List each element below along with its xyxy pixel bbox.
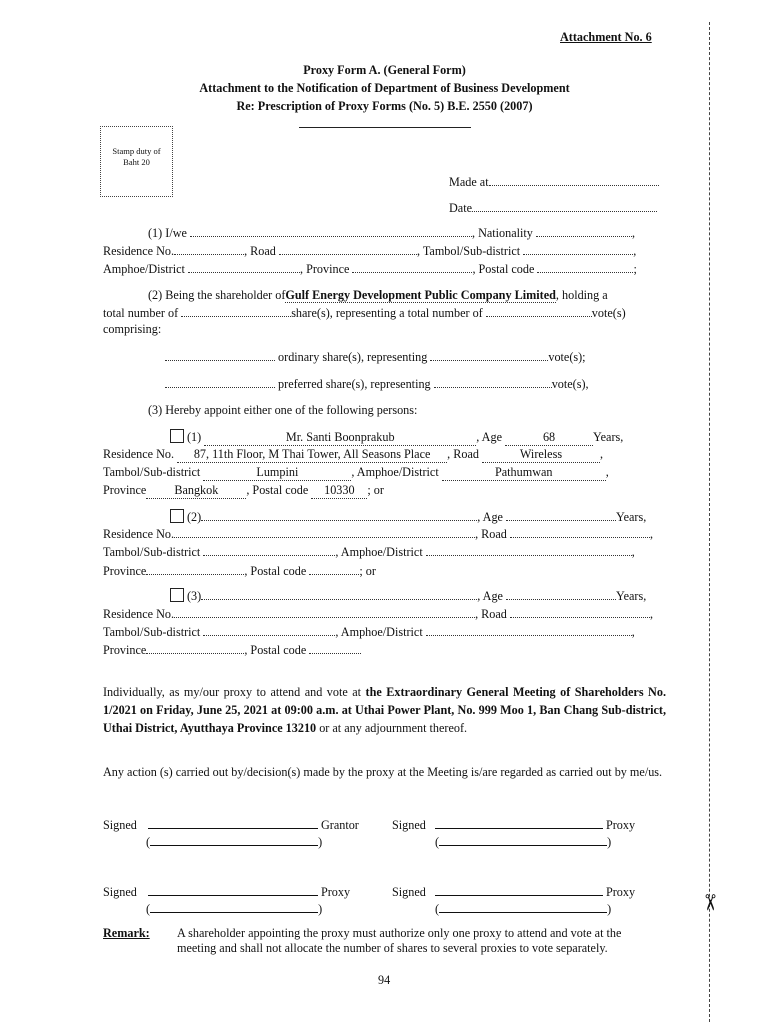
proxy1-road[interactable]: Wireless: [482, 447, 600, 463]
years-label: Years,: [593, 430, 624, 444]
any-action-paragraph: Any action (s) carried out by/decision(s) made by the proxy at the Meeting is/are regarded as carried out by me/us.: [103, 765, 663, 779]
comma: ,: [631, 625, 635, 639]
or-label: ; or: [359, 564, 376, 578]
remark-text-1: A shareholder appointing the proxy must authorize only one proxy to attend and vote at the: [177, 926, 622, 940]
preferred-shares-field[interactable]: [165, 376, 275, 388]
postal-field[interactable]: [537, 261, 633, 273]
proxy1-age[interactable]: 68: [505, 430, 593, 446]
residence-label: Residence No.: [103, 244, 175, 258]
nationality-field[interactable]: [536, 225, 632, 237]
ordinary-shares-field[interactable]: [165, 349, 275, 361]
proxy3-checkbox[interactable]: [170, 588, 184, 602]
ordinary-votes-field[interactable]: [430, 349, 548, 361]
proxy2-row3: [103, 544, 635, 560]
proxy2-tambol[interactable]: [203, 544, 335, 556]
individually-paragraph: [103, 683, 666, 737]
proxy1-row3: [103, 465, 609, 481]
proxy1-postal[interactable]: 10330: [311, 483, 367, 499]
cut-line: [709, 22, 710, 1022]
proxy-signature-row-b: [103, 883, 350, 900]
proxy2-row4: [103, 563, 376, 579]
made-at-field[interactable]: [489, 174, 659, 186]
total-label: total number of: [103, 306, 179, 320]
preferred-label: preferred share(s), representing: [278, 377, 431, 391]
proxy1-checkbox[interactable]: [170, 429, 184, 443]
tambol-label: Tambol/Sub-district: [103, 545, 201, 559]
close-paren: ): [318, 902, 323, 916]
proxy1-residence[interactable]: 87, 11th Floor, M Thai Tower, All Seasons Place: [177, 447, 447, 463]
proxy-name-row-b: [146, 900, 322, 917]
preferred-votes-label: vote(s),: [551, 377, 589, 391]
postal-label: , Postal code: [244, 564, 307, 578]
proxy-name-row-a: [435, 833, 611, 850]
amphoe-label: Amphoe/District: [103, 262, 185, 276]
proxy2-row1: [170, 509, 646, 525]
remark-text-2: meeting and shall not allocate the number of shares to several proxies to vote separately.: [177, 941, 608, 955]
proxy-label: Proxy: [605, 885, 636, 899]
individually-post: or at any adjournment thereof.: [316, 721, 468, 735]
proxy1-amphoe[interactable]: Pathumwan: [442, 465, 606, 481]
road-label: , Road: [475, 527, 507, 541]
page-number: 94: [378, 973, 391, 987]
sec2-row1: [148, 288, 608, 303]
proxy2-postal[interactable]: [309, 563, 359, 575]
proxy2-num: (2): [187, 510, 202, 524]
proxy3-name[interactable]: [201, 588, 477, 600]
ordinary-label: ordinary share(s), representing: [278, 350, 428, 364]
preferred-votes-field[interactable]: [434, 376, 552, 388]
signed-label: Signed: [103, 818, 137, 832]
iwe-field[interactable]: [190, 225, 472, 237]
age-label: , Age: [476, 430, 502, 444]
proxy2-row2: [103, 526, 653, 542]
made-at-row: [449, 174, 659, 190]
proxy-label: Proxy: [320, 885, 351, 899]
proxy3-num: (3): [187, 589, 202, 603]
province-label: Province: [103, 483, 147, 497]
total-votes-field[interactable]: [486, 305, 592, 317]
holding-label: , holding a: [555, 288, 608, 302]
comma: ,: [649, 527, 653, 541]
age-label: , Age: [477, 589, 503, 603]
stamp-text-1: Stamp duty of: [112, 146, 161, 156]
sec1-row3: [103, 261, 637, 277]
grantor-label: Grantor: [320, 818, 359, 832]
individually-pre: Individually, as my/our proxy to attend and vote at: [103, 685, 366, 699]
signed-label: Signed: [392, 818, 426, 832]
residence-field[interactable]: [174, 243, 244, 255]
proxy3-province[interactable]: [146, 642, 244, 654]
proxy-signature-field-a[interactable]: [435, 816, 603, 829]
proxy1-row4: [103, 483, 384, 499]
comma: ,: [631, 226, 635, 240]
proxy3-amphoe[interactable]: [426, 624, 632, 636]
ordinary-votes-label: vote(s);: [548, 350, 586, 364]
close-paren: ): [607, 835, 612, 849]
proxy3-row4: [103, 642, 361, 658]
postal-label: , Postal code: [472, 262, 535, 276]
sec3-intro: (3) Hereby appoint either one of the following persons:: [148, 403, 418, 417]
postal-label: , Postal code: [246, 483, 309, 497]
open-paren: (: [435, 835, 440, 849]
or-label: ; or: [367, 483, 384, 497]
open-paren: (: [146, 902, 151, 916]
proxy2-road[interactable]: [510, 526, 650, 538]
province-field[interactable]: [352, 261, 472, 273]
sec1-row1: [148, 225, 635, 241]
proxy2-name[interactable]: [201, 509, 477, 521]
tambol-field[interactable]: [523, 243, 633, 255]
age-label: , Age: [477, 510, 503, 524]
proxy3-age[interactable]: [506, 588, 616, 600]
proxy-signature-row-c: [392, 883, 635, 900]
sec1-row2: [103, 243, 636, 259]
residence-label: Residence No.: [103, 527, 175, 541]
amphoe-label: , Amphoe/District: [335, 625, 423, 639]
years-label: Years,: [616, 589, 647, 603]
semicolon: ;: [633, 262, 637, 276]
road-label: , Road: [447, 447, 479, 461]
form-subtitle: Attachment to the Notification of Department of Business Development: [199, 81, 570, 95]
preferred-row: [165, 376, 589, 392]
proxy2-province[interactable]: [146, 563, 244, 575]
proxy2-residence[interactable]: [174, 526, 475, 538]
proxy3-tambol[interactable]: [203, 624, 335, 636]
comprising-label: comprising:: [103, 322, 162, 336]
sec2-row2: [103, 305, 626, 321]
amphoe-label: , Amphoe/District: [351, 465, 439, 479]
votes-label: vote(s): [591, 306, 626, 320]
residence-label: Residence No.: [103, 607, 175, 621]
grantor-signature-row: [103, 816, 359, 833]
comma: ,: [633, 244, 637, 258]
grantor-signature-field[interactable]: [148, 816, 318, 829]
proxy3-road[interactable]: [510, 606, 650, 618]
proxy-signature-field-b[interactable]: [148, 883, 318, 896]
form-subtitle-2: Re: Prescription of Proxy Forms (No. 5) B.E. 2550 (2007): [236, 99, 533, 113]
proxy-signature-row-a: [392, 816, 635, 833]
grantor-name-field[interactable]: [150, 833, 318, 846]
signed-label: Signed: [103, 885, 137, 899]
amphoe-label: , Amphoe/District: [335, 545, 423, 559]
attachment-number: Attachment No. 6: [560, 30, 652, 44]
proxy3-residence[interactable]: [174, 606, 475, 618]
proxy2-age[interactable]: [506, 509, 616, 521]
proxy3-row2: [103, 606, 653, 622]
years-label: Years,: [616, 510, 647, 524]
proxy-label: Proxy: [605, 818, 636, 832]
open-paren: (: [435, 902, 440, 916]
signed-label: Signed: [392, 885, 426, 899]
comma: ,: [605, 465, 609, 479]
proxy1-row1: [170, 429, 623, 446]
tambol-label: Tambol/Sub-district: [103, 465, 201, 479]
date-row: [449, 200, 657, 216]
tambol-label: , Tambol/Sub-district: [416, 244, 521, 258]
proxy-name-field-b[interactable]: [150, 900, 318, 913]
proxy-signature-field-c[interactable]: [435, 883, 603, 896]
stamp-text-2: Baht 20: [123, 157, 150, 167]
province-label: , Province: [299, 262, 350, 276]
close-paren: ): [607, 902, 612, 916]
ordinary-row: [165, 349, 586, 365]
shares-label: share(s), representing a total number of: [291, 306, 483, 320]
amphoe-field[interactable]: [188, 261, 300, 273]
stamp-box: [100, 126, 173, 197]
remark-label: Remark:: [103, 926, 150, 940]
nationality-label: , Nationality: [471, 226, 533, 240]
form-title: Proxy Form A. (General Form): [303, 63, 466, 77]
proxy1-province[interactable]: Bangkok: [146, 483, 246, 499]
proxy1-num: (1): [187, 430, 202, 444]
proxy-name-field-c[interactable]: [439, 900, 607, 913]
iwe-label: (1) I/we: [148, 226, 187, 240]
road-field[interactable]: [279, 243, 417, 255]
proxy3-postal[interactable]: [309, 642, 361, 654]
proxy1-row2: [103, 447, 603, 463]
proxy3-row1: [170, 588, 646, 604]
grantor-name-row: [146, 833, 322, 850]
title-rule: [299, 127, 471, 128]
date-label: Date: [449, 201, 473, 215]
proxy-name-row-c: [435, 900, 611, 917]
proxy1-name[interactable]: Mr. Santi Boonprakub: [204, 430, 476, 446]
comma: ,: [600, 447, 604, 461]
proxy3-row3: [103, 624, 635, 640]
province-label: Province: [103, 643, 147, 657]
close-paren: ): [318, 835, 323, 849]
residence-label: Residence No.: [103, 447, 175, 461]
proxy-name-field-a[interactable]: [439, 833, 607, 846]
proxy2-checkbox[interactable]: [170, 509, 184, 523]
comma: ,: [649, 607, 653, 621]
province-label: Province: [103, 564, 147, 578]
open-paren: (: [146, 835, 151, 849]
road-label: , Road: [244, 244, 276, 258]
tambol-label: Tambol/Sub-district: [103, 625, 201, 639]
made-at-label: Made at: [449, 175, 489, 189]
date-field[interactable]: [472, 200, 657, 212]
company-name: Gulf Energy Development Public Company Limited: [285, 288, 556, 302]
proxy2-amphoe[interactable]: [426, 544, 632, 556]
comma: ,: [631, 545, 635, 559]
proxy1-tambol[interactable]: Lumpini: [203, 465, 351, 481]
meeting-details: the Extraordinary General Meeting of Shareholders No. 1/2021 on Friday, June 25, 2021 at 09:00 a.m. at Uthai Power Plant, No. 999 Moo 1, Ban Chang Sub-district, Uthai District, Ayutthaya Province 13210: [103, 685, 666, 735]
being-label: (2) Being the shareholder of: [148, 288, 286, 302]
road-label: , Road: [475, 607, 507, 621]
postal-label: , Postal code: [244, 643, 307, 657]
scissors-icon: ✂: [696, 893, 722, 912]
total-shares-field[interactable]: [181, 305, 291, 317]
